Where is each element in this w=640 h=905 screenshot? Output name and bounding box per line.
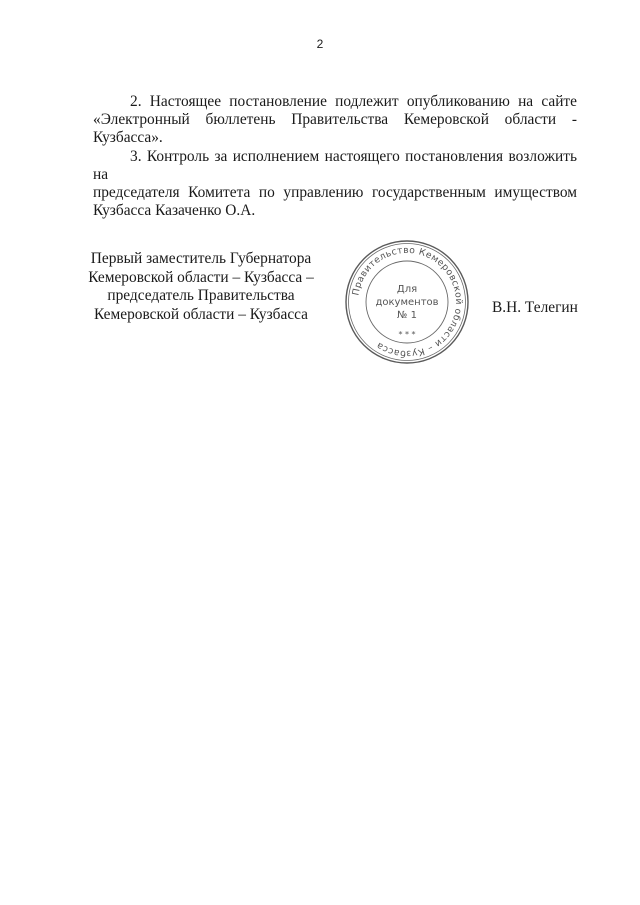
seal-stamp-icon: [343, 238, 471, 366]
official-seal: [343, 238, 471, 366]
position-line: Кемеровской области – Кузбасса: [93, 305, 309, 323]
paragraph-line: 2. Настоящее постановление подлежит опубликованию на сайте: [130, 93, 577, 110]
paragraph-3: [93, 148, 577, 221]
paragraph-2: [93, 93, 577, 148]
paragraph-line: «Электронный бюллетень Правительства Кемеровской области -: [93, 111, 577, 129]
signatory-name: В.Н. Телегин: [492, 299, 578, 316]
paragraph-line: Кузбасса».: [93, 129, 163, 147]
document-body: [93, 93, 577, 220]
seal-center-line: документов: [375, 297, 439, 308]
seal-center-line: Для: [396, 284, 418, 295]
paragraph-line: 3. Контроль за исполнением настоящего постановления возложить на: [93, 147, 577, 183]
position-line: Кемеровской области – Кузбасса –: [88, 268, 314, 286]
page-number: 2: [316, 37, 324, 51]
position-line: Первый заместитель Губернатора: [90, 250, 312, 267]
paragraph-line: Кузбасса Казаченко О.А.: [93, 202, 256, 220]
seal-center-line: № 1: [397, 310, 417, 321]
signatory-position: [80, 250, 322, 324]
position-line: председатель Правительства: [107, 287, 295, 305]
seal-stars: * * *: [398, 330, 416, 339]
paragraph-line: председателя Комитета по управлению государственным имуществом: [93, 184, 577, 202]
seal-ring-text: Правительство Кемеровской области – Кузбасса: [350, 244, 465, 360]
